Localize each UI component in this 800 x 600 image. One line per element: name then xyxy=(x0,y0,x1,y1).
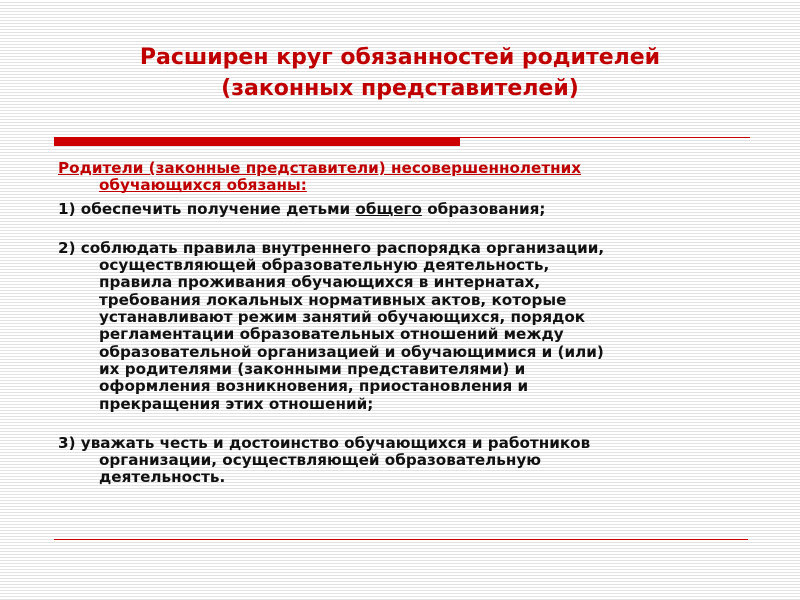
title-line: (законных представителей) xyxy=(221,76,579,101)
item-line: оформления возникновения, приостановления и xyxy=(99,377,529,396)
decorative-line xyxy=(54,539,748,540)
title-line: Расширен круг обязанностей родителей xyxy=(139,45,661,70)
item-line: правила проживания обучающихся в интернатах, xyxy=(99,273,541,292)
item-line: осуществляющей образовательную деятельность, xyxy=(99,256,550,275)
item-text: образования; xyxy=(421,199,546,218)
item-line: образовательной организацией и обучающимися и (или) xyxy=(99,342,604,361)
item-line: требования локальных нормативных актов, которые xyxy=(99,290,567,309)
item-line: прекращения этих отношений; xyxy=(99,394,374,413)
item-3 xyxy=(58,435,758,487)
item-line: 2) соблюдать правила внутреннего распорядка организации, xyxy=(58,238,605,257)
lead-line: обучающихся обязаны: xyxy=(99,176,307,195)
item-text: 1) обеспечить получение детьми xyxy=(58,199,356,218)
item-line: их родителями (законными представителями) и xyxy=(99,359,526,378)
item-line: 3) уважать честь и достоинство обучающихся и работников xyxy=(58,433,591,452)
item-1 xyxy=(58,201,758,218)
lead-line: Родители (законные представители) несовершеннолетних xyxy=(58,159,582,177)
item-2 xyxy=(58,240,758,413)
item-line: регламентации образовательных отношений между xyxy=(99,325,564,344)
decorative-bar xyxy=(54,137,460,146)
item-line: устанавливают режим занятий обучающихся, порядок xyxy=(99,308,586,327)
item-underlined: общего xyxy=(355,199,422,218)
slide-body xyxy=(58,160,758,487)
decorative-line xyxy=(460,137,750,138)
item-line: деятельность. xyxy=(99,468,226,487)
slide-title xyxy=(60,42,740,104)
item-line: организации, осуществляющей образовательную xyxy=(99,451,542,470)
